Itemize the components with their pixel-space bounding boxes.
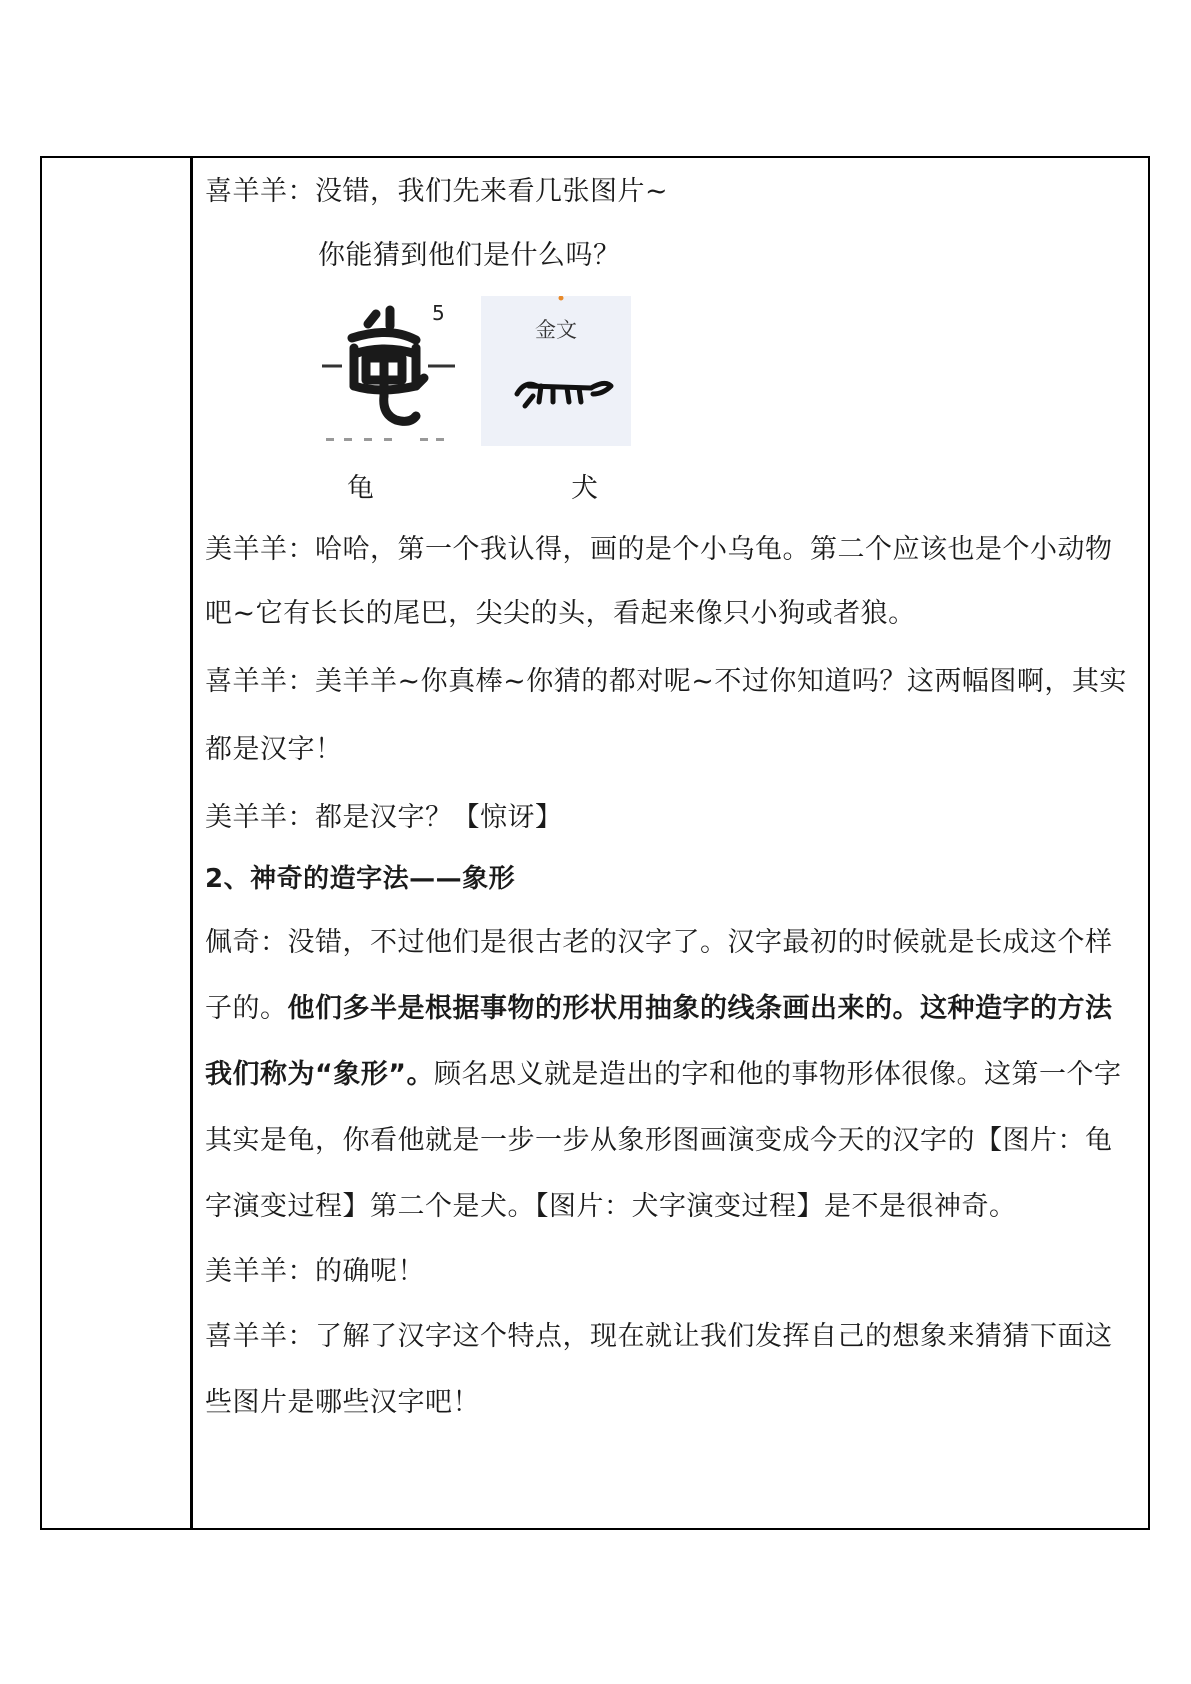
paragraph-meiyangyang-3: 美羊羊：的确呢！ (205, 1256, 425, 1287)
content-area (193, 158, 1148, 1436)
section-heading: 2、神奇的造字法——象形 (205, 864, 516, 894)
content-cell (192, 157, 1150, 1529)
lesson-table (40, 156, 1150, 1530)
dog-glyph-icon (481, 296, 631, 446)
paragraph-xiyangyang-3: 喜羊羊：了解了汉字这个特点，现在就让我们发挥自己的想象来猜猜下面这些图片是哪些汉字吧！ (205, 1321, 1113, 1418)
peiqi-text-part2: 顾名思义就是造出的字和他的事物形体很像。这第一个字其实是龟，你看他就是一步一步从象形图画演变成今天的汉字的【图片：龟字演变过程】第二个是犬。【图片：犬字演变过程】是不是很神奇。 (205, 1059, 1122, 1222)
paragraph-meiyangyang-1: 美羊羊：哈哈，第一个我认得，画的是个小乌龟。第二个应该也是个小动物吧~它有长长的尾巴，尖尖的头，看起来像只小狗或者狼。 (205, 534, 1113, 629)
dog-character-image (481, 296, 631, 446)
image-row (205, 296, 1138, 506)
turtle-character-image (320, 296, 465, 446)
peiqi-text-part1: 佩奇：没错，不过他们是很古老的汉字了。汉字最初的时候就是长成这个样子的。 (205, 927, 1113, 1024)
caption-turtle: 龟 (347, 473, 374, 504)
paragraph-meiyangyang-2: 美羊羊：都是汉字？【惊讶】 (205, 802, 563, 833)
image-label-jinwen: 金文 (535, 318, 577, 342)
paragraph-xiyangyang-1: 喜羊羊：没错，我们先来看几张图片~ (205, 176, 669, 207)
left-column-cell (41, 157, 192, 1529)
caption-dog: 犬 (571, 473, 598, 504)
paragraph-question: 你能猜到他们是什么吗？ (318, 240, 621, 271)
paragraph-xiyangyang-2: 喜羊羊：美羊羊~你真棒~你猜的都对呢~不过你知道吗？这两幅图啊，其实都是汉字！ (205, 666, 1127, 765)
peiqi-text-bold: 他们多半是根据事物的形状用抽象的线条画出来的。这种造字的方法我们称为“象形”。 (205, 993, 1113, 1090)
paragraph-peiqi (205, 910, 1138, 1240)
svg-text:5: 5 (432, 301, 445, 325)
